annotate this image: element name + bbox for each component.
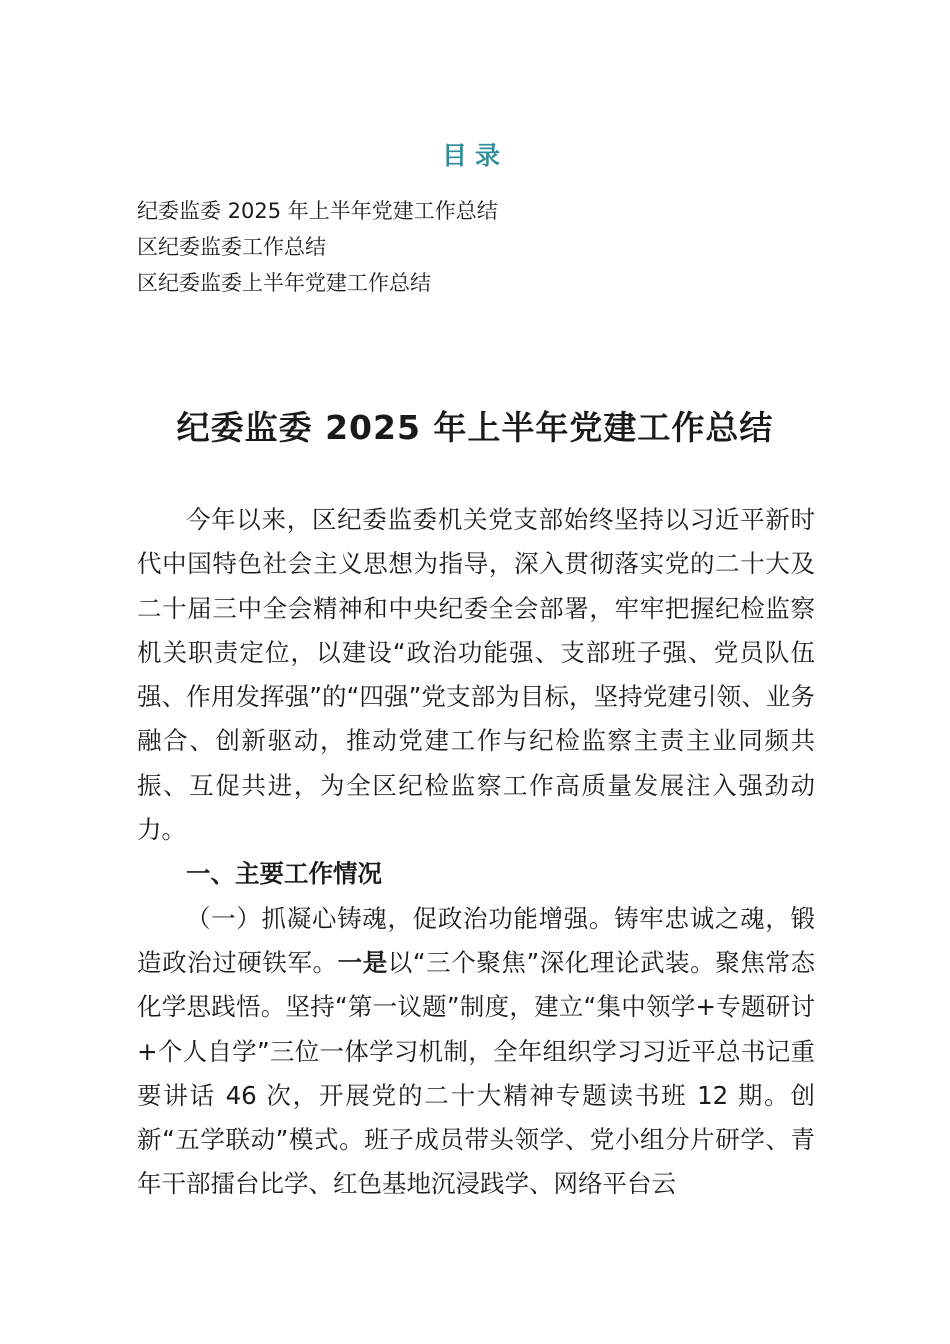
toc-item[interactable]: 区纪委监委工作总结 — [137, 235, 326, 259]
toc-list — [137, 193, 817, 301]
paragraph-text: （一）抓凝心铸魂，促政治功能增强。铸牢忠诚之魂，锻造政治过硬铁军。 — [137, 903, 815, 977]
paragraph-text: 以“三个聚焦”深化理论武装。聚焦常态化学思践悟。坚持“第一议题”制度，建立“集中领学+专题研讨+个人自学”三位一体学习机制，全年组织学习习近平总书记重要讲话 46 次，开展党的二十大精神专题读书班 12 期。创新“五学联动”模式。班子成员带头领学、党小组分片研学、青年干部擂台比学、红色基地沉浸践学、网络平台云 — [137, 947, 815, 1199]
document-title: 纪委监委 2025 年上半年党建工作总结 — [176, 408, 774, 447]
body-paragraph — [137, 897, 815, 1207]
document-body — [137, 498, 815, 1207]
section-heading: 一、主要工作情况 — [186, 859, 382, 889]
toc-heading: 目录 — [441, 141, 508, 170]
toc-item[interactable]: 纪委监委 2025 年上半年党建工作总结 — [137, 199, 498, 223]
bold-lead-text: 一是 — [337, 947, 388, 977]
toc-item[interactable]: 区纪委监委上半年党建工作总结 — [137, 271, 431, 295]
intro-paragraph: 今年以来，区纪委监委机关党支部始终坚持以习近平新时代中国特色社会主义思想为指导，深入贯彻落实党的二十大及二十届三中全会精神和中央纪委全会部署，牢牢把握纪检监察机关职责定位，以建设“政治功能强、支部班子强、党员队伍强、作用发挥强”的“四强”党支部为目标，坚持党建引领、业务融合、创新驱动，推动党建工作与纪检监察主责主业同频共振、互促共进，为全区纪检监察工作高质量发展注入强劲动力。 — [137, 505, 815, 845]
